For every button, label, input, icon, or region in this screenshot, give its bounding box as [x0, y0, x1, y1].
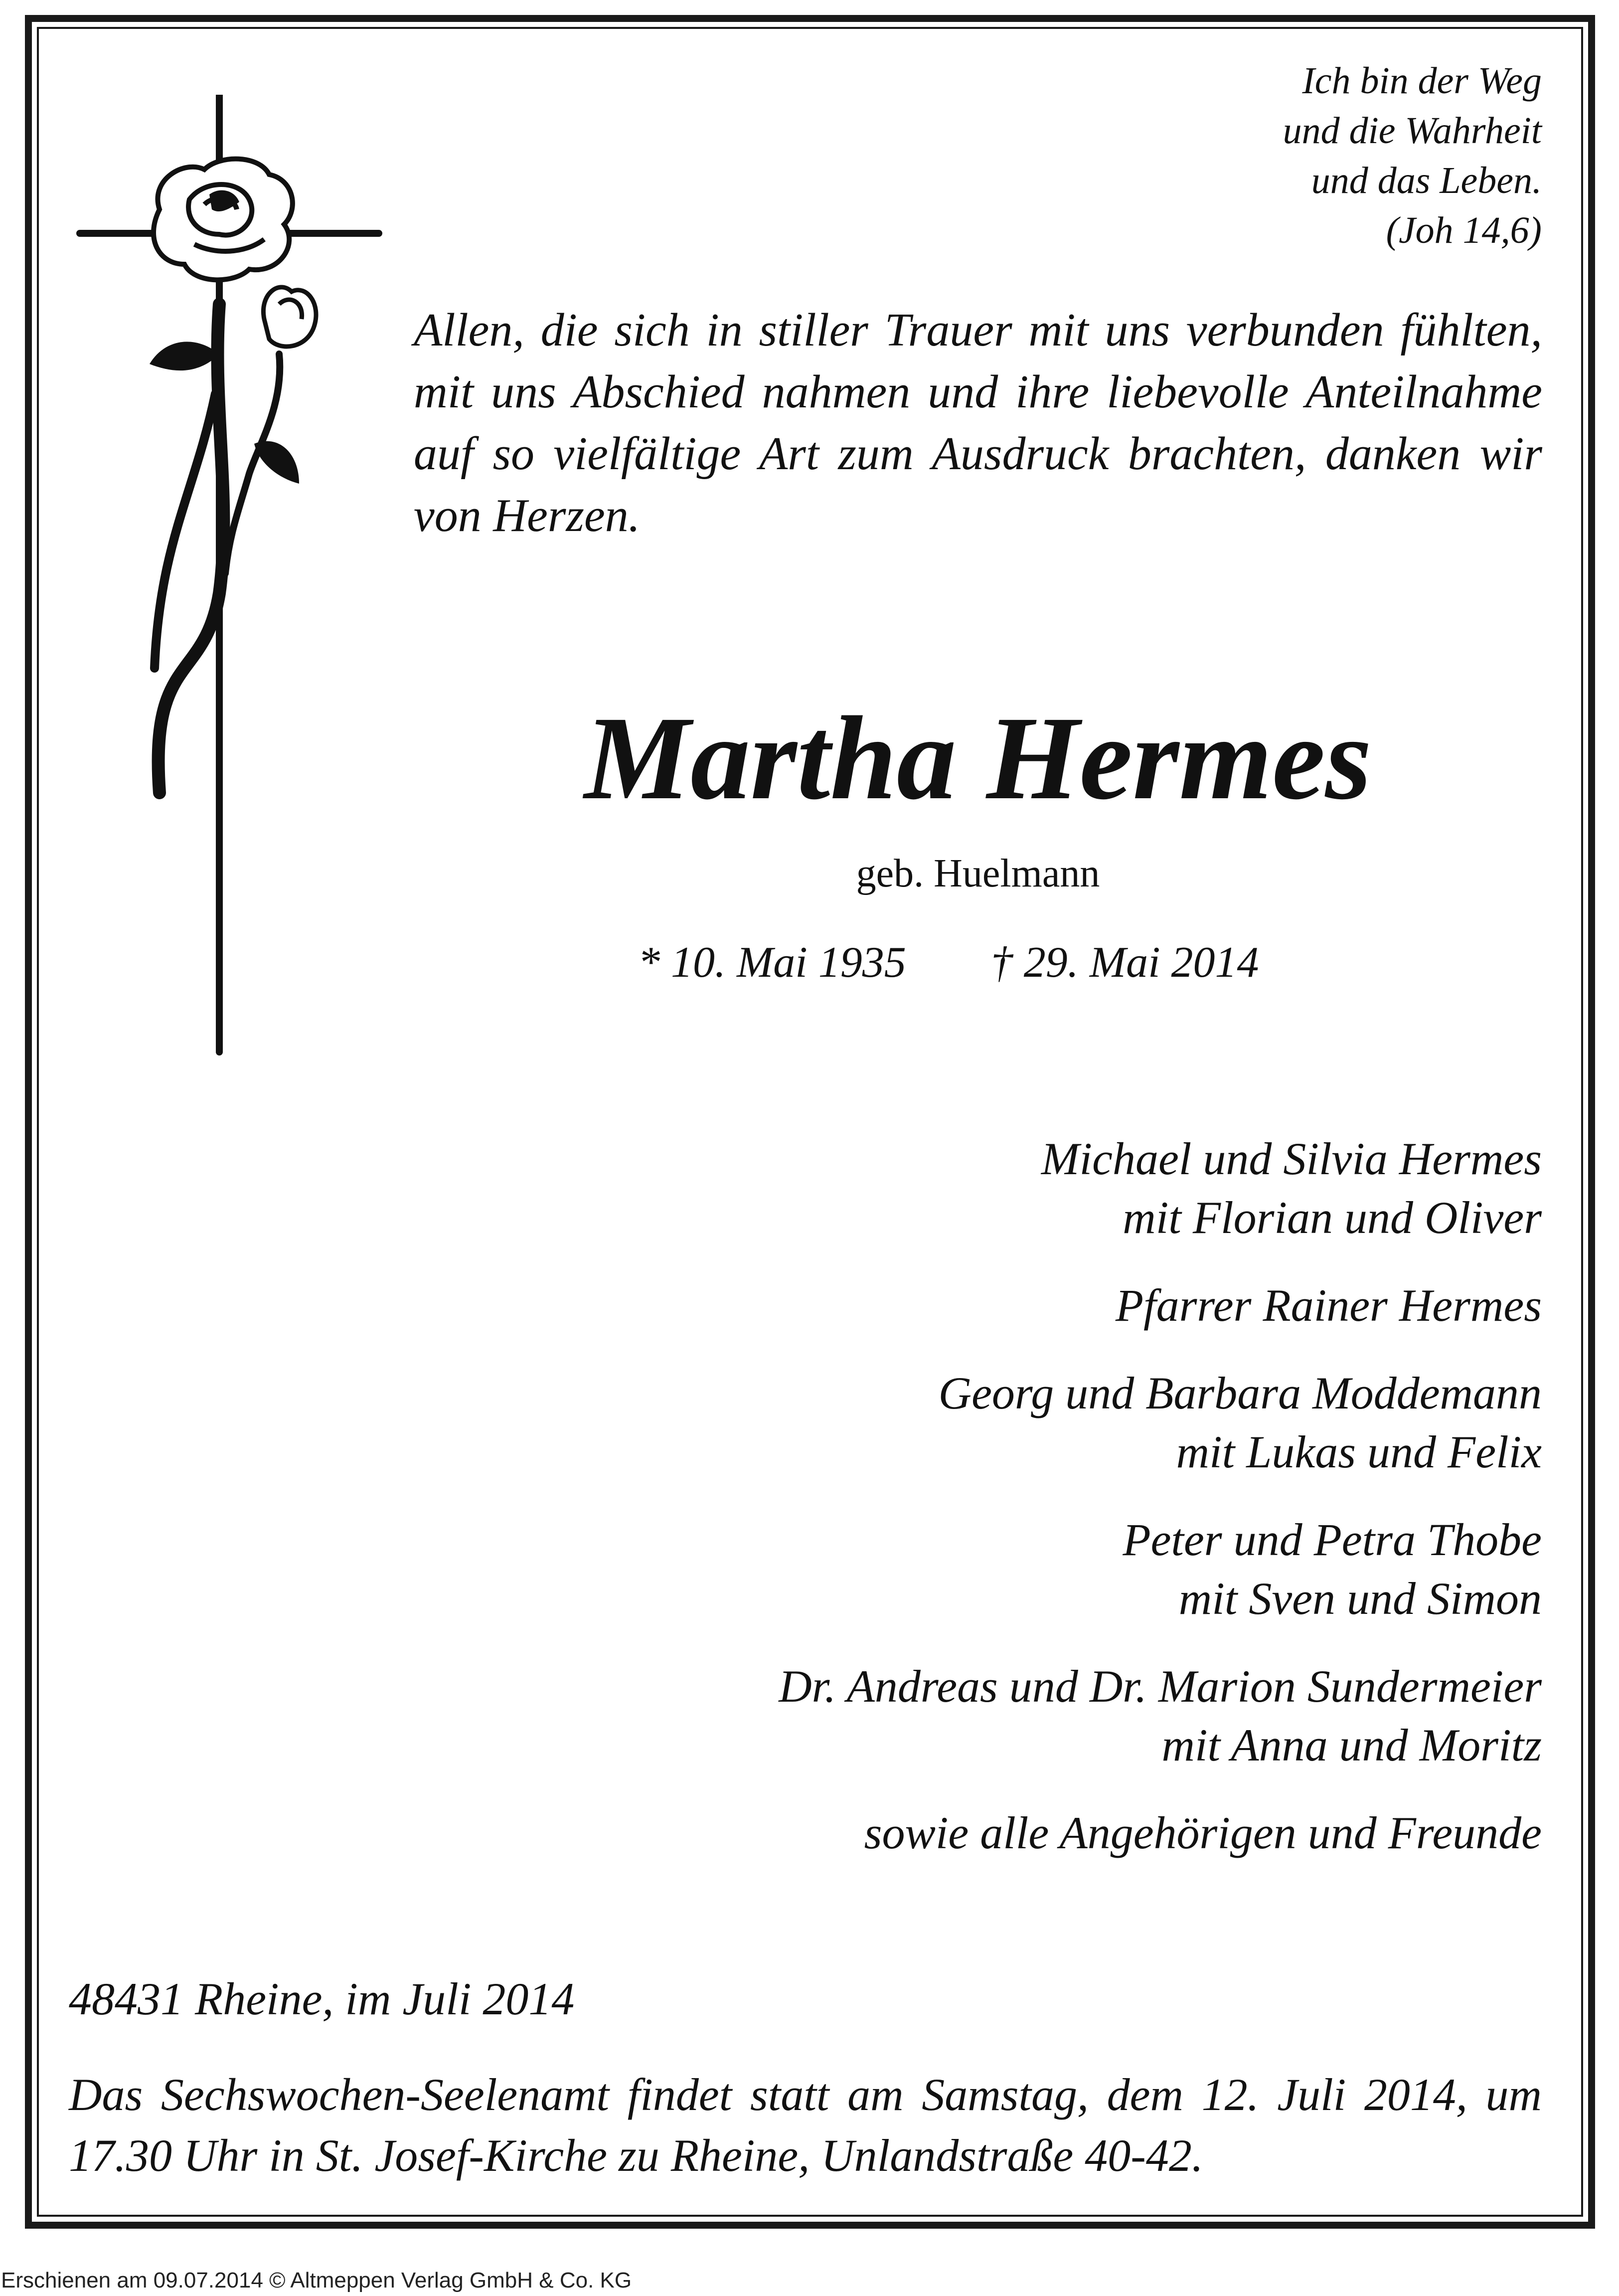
place-and-date: 48431 Rheine, im Juli 2014 [69, 1973, 575, 2024]
birth-date: * 10. Mai 1935 [638, 938, 906, 987]
cross-with-rose-icon [70, 95, 389, 1062]
mourner-group [779, 1803, 1542, 1862]
thanks-paragraph: Allen, die sich in stiller Trauer mit uns verbunden fühlten, mit uns Abschied nahmen und ihre liebevolle Anteilnahme auf so vielfältige Art zum Ausdruck brachten, danken wir von Herzen. [414, 304, 1542, 541]
mourner-group [779, 1129, 1542, 1247]
mourners-list [779, 1129, 1542, 1891]
death-date: † 29. Mai 2014 [990, 938, 1259, 987]
mourner-line: sowie alle Angehörigen und Freunde [864, 1807, 1542, 1858]
verse-line: Ich bin der Weg [1302, 60, 1542, 102]
deceased-name: Martha Hermes [584, 692, 1372, 824]
mourner-line: Peter und Petra Thobe [1123, 1514, 1542, 1565]
maiden-name: geb. Huelmann [856, 852, 1100, 895]
verse-reference: (Joh 14,6) [1386, 209, 1542, 251]
mourner-group [779, 1276, 1542, 1335]
mourner-line: mit Lukas und Felix [1176, 1426, 1542, 1477]
mourner-line: Michael und Silvia Hermes [1041, 1133, 1542, 1184]
life-dates [638, 935, 1259, 990]
mourner-group [779, 1657, 1542, 1774]
mourner-line: Pfarrer Rainer Hermes [1115, 1280, 1542, 1331]
mourner-group [779, 1364, 1542, 1481]
mourner-line: mit Sven und Simon [1178, 1573, 1542, 1624]
bible-verse [1283, 56, 1542, 255]
mourner-line: mit Anna und Moritz [1161, 1720, 1542, 1770]
verse-line: und die Wahrheit [1283, 110, 1542, 152]
mourner-line: Dr. Andreas und Dr. Marion Sundermeier [779, 1661, 1542, 1712]
mass-notice: Das Sechswochen-Seelenamt findet statt am Samstag, dem 12. Juli 2014, um 17.30 Uhr in St. Josef-Kirche zu Rheine, Unlandstraße 40-42. [69, 2069, 1542, 2181]
mourner-line: mit Florian und Oliver [1123, 1192, 1542, 1243]
publication-credit: Erschienen am 09.07.2014 © Altmeppen Verlag GmbH & Co. KG [1, 2268, 632, 2293]
verse-line: und das Leben. [1311, 160, 1542, 201]
mourner-line: Georg und Barbara Moddemann [938, 1368, 1542, 1418]
mourner-group [779, 1510, 1542, 1628]
